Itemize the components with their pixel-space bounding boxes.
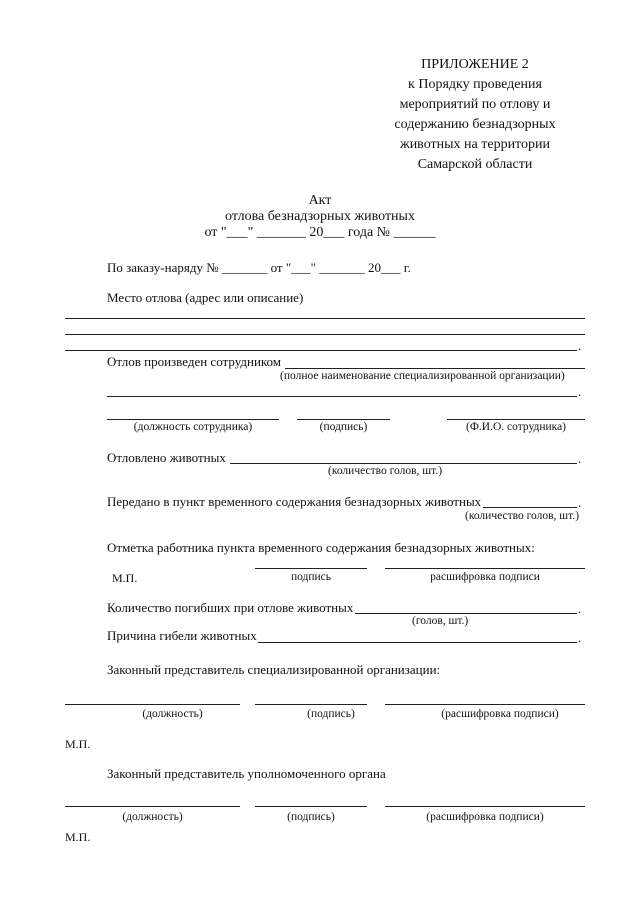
dead-caption: (голов, шт.) <box>412 615 469 627</box>
rep-auth-signature-line <box>255 806 367 807</box>
document-date-number: от "___" _______ 20___ года № ______ <box>204 225 436 240</box>
appendix-line: Самарской области <box>417 157 533 172</box>
place-line <box>65 334 585 335</box>
rep-org-signature-caption: (подпись) <box>307 708 355 720</box>
signature-caption: (подпись) <box>319 421 368 433</box>
stamp-place: М.П. <box>112 571 138 585</box>
appendix-line: мероприятий по отлову и <box>399 97 551 112</box>
death-reason-line <box>258 642 577 643</box>
worker-signature-caption: подпись <box>290 571 332 583</box>
caught-caption: (количество голов, шт.) <box>328 465 443 477</box>
document-title: Акт <box>308 193 332 208</box>
rep-org-decode-caption: (расшифровка подписи) <box>441 708 559 720</box>
rep-org-position-caption: (должность) <box>142 708 203 720</box>
place-line <box>65 350 577 351</box>
worker-mark-label: Отметка работника пункта временного содержания безнадзорных животных: <box>107 540 535 555</box>
stamp-place: М.П. <box>65 830 91 844</box>
worker-signature-line <box>255 568 367 569</box>
worker-decode-caption: расшифровка подписи <box>430 571 540 583</box>
position-caption: (должность сотрудника) <box>133 421 253 433</box>
rep-auth-decode-line <box>385 806 585 807</box>
org-line-2 <box>107 396 577 397</box>
fio-caption: (Ф.И.О. сотрудника) <box>465 421 567 433</box>
appendix-line: к Порядку проведения <box>408 77 542 92</box>
rep-auth-signature-caption: (подпись) <box>287 811 335 823</box>
caught-label: Отловлено животных <box>107 450 226 465</box>
appendix-number: ПРИЛОЖЕНИЕ 2 <box>421 57 529 72</box>
document-subtitle: отлова безнадзорных животных <box>225 209 415 224</box>
rep-org-position-line <box>65 704 240 705</box>
rep-auth-label: Законный представитель уполномоченного органа <box>107 766 386 781</box>
appendix-line: животных на территории <box>400 137 550 152</box>
org-line <box>285 368 585 369</box>
order-line: По заказу-наряду № _______ от "___" _______ 20___ г. <box>107 260 411 275</box>
capture-label: Отлов произведен сотрудником <box>107 354 282 369</box>
rep-org-signature-line <box>255 704 367 705</box>
dot: . <box>578 495 582 510</box>
dead-line <box>355 613 577 614</box>
caught-line <box>230 463 577 464</box>
rep-org-decode-line <box>385 704 585 705</box>
death-reason-label: Причина гибели животных <box>107 628 257 643</box>
dot: . <box>578 630 582 645</box>
position-line <box>107 419 279 420</box>
transferred-line <box>483 507 577 508</box>
dot: . <box>578 451 582 466</box>
rep-org-label: Законный представитель специализированной организации: <box>107 662 441 677</box>
dot: . <box>578 338 582 353</box>
signature-line <box>297 419 390 420</box>
dead-label: Количество погибших при отлове животных <box>107 600 354 615</box>
rep-auth-decode-caption: (расшифровка подписи) <box>426 811 544 823</box>
transferred-caption: (количество голов, шт.) <box>465 510 580 522</box>
appendix-line: содержанию безнадзорных <box>394 117 556 132</box>
rep-auth-position-caption: (должность) <box>122 811 183 823</box>
fio-line <box>447 419 585 420</box>
rep-auth-position-line <box>65 806 240 807</box>
stamp-place: М.П. <box>65 737 91 751</box>
worker-decode-line <box>385 568 585 569</box>
transferred-label: Передано в пункт временного содержания безнадзорных животных <box>107 494 482 509</box>
dot: . <box>578 384 582 399</box>
dot: . <box>578 601 582 616</box>
place-label: Место отлова (адрес или описание) <box>107 290 304 305</box>
org-caption: (полное наименование специализированной организации) <box>280 370 565 382</box>
place-line <box>65 318 585 319</box>
